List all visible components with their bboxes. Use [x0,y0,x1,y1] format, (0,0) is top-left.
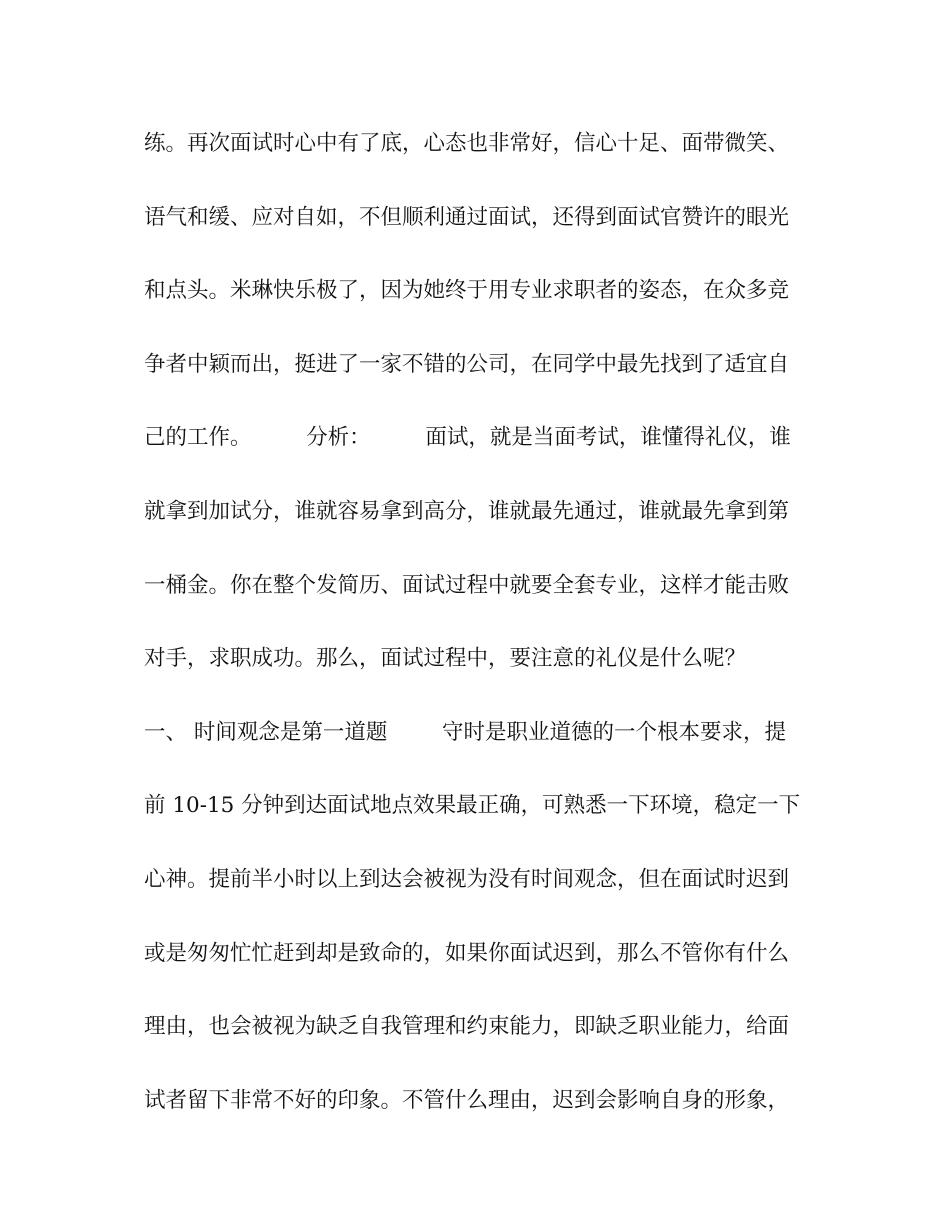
text-line: 和点头。米琳快乐极了，因为她终于用专业求职者的姿态，在众多竞 [144,278,790,304]
text-line: 对手，求职成功。那么，面试过程中，要注意的礼仪是什么呢？ [144,646,747,672]
text-line: 一、 时间观念是第一道题 守时是职业道德的一个根本要求，提 [144,719,787,745]
text-line: 试者留下非常不好的印象。不管什么理由，迟到会影响自身的形象， [144,1087,790,1113]
text-line: 语气和缓、应对自如，不但顺利通过面试，还得到面试官赞许的眼光 [144,204,790,230]
text-line: 就拿到加试分，谁就容易拿到高分，谁就最先通过，谁就最先拿到第 [144,498,790,524]
text-line: 理由，也会被视为缺乏自我管理和约束能力，即缺乏职业能力，给面 [144,1014,790,1040]
text-line: 心神。提前半小时以上到达会被视为没有时间观念，但在面试时迟到 [144,866,790,892]
text-line: 己的工作。 分析： 面试，就是当面考试，谁懂得礼仪，谁 [144,425,791,451]
body-text [144,119,824,1149]
text-line: 练。再次面试时心中有了底，心态也非常好，信心十足、面带微笑、 [144,131,790,156]
text-line: 或是匆匆忙忙赶到却是致命的，如果你面试迟到，那么不管你有什么 [144,940,790,966]
text-line: 争者中颖而出，挺进了一家不错的公司，在同学中最先找到了适宜自 [144,351,790,377]
text-line: 前 10-15 分钟到达面试地点效果最正确，可熟悉一下环境，稳定一下 [144,793,801,819]
text-line: 一桶金。你在整个发简历、面试过程中就要全套专业，这样才能击败 [144,572,790,598]
